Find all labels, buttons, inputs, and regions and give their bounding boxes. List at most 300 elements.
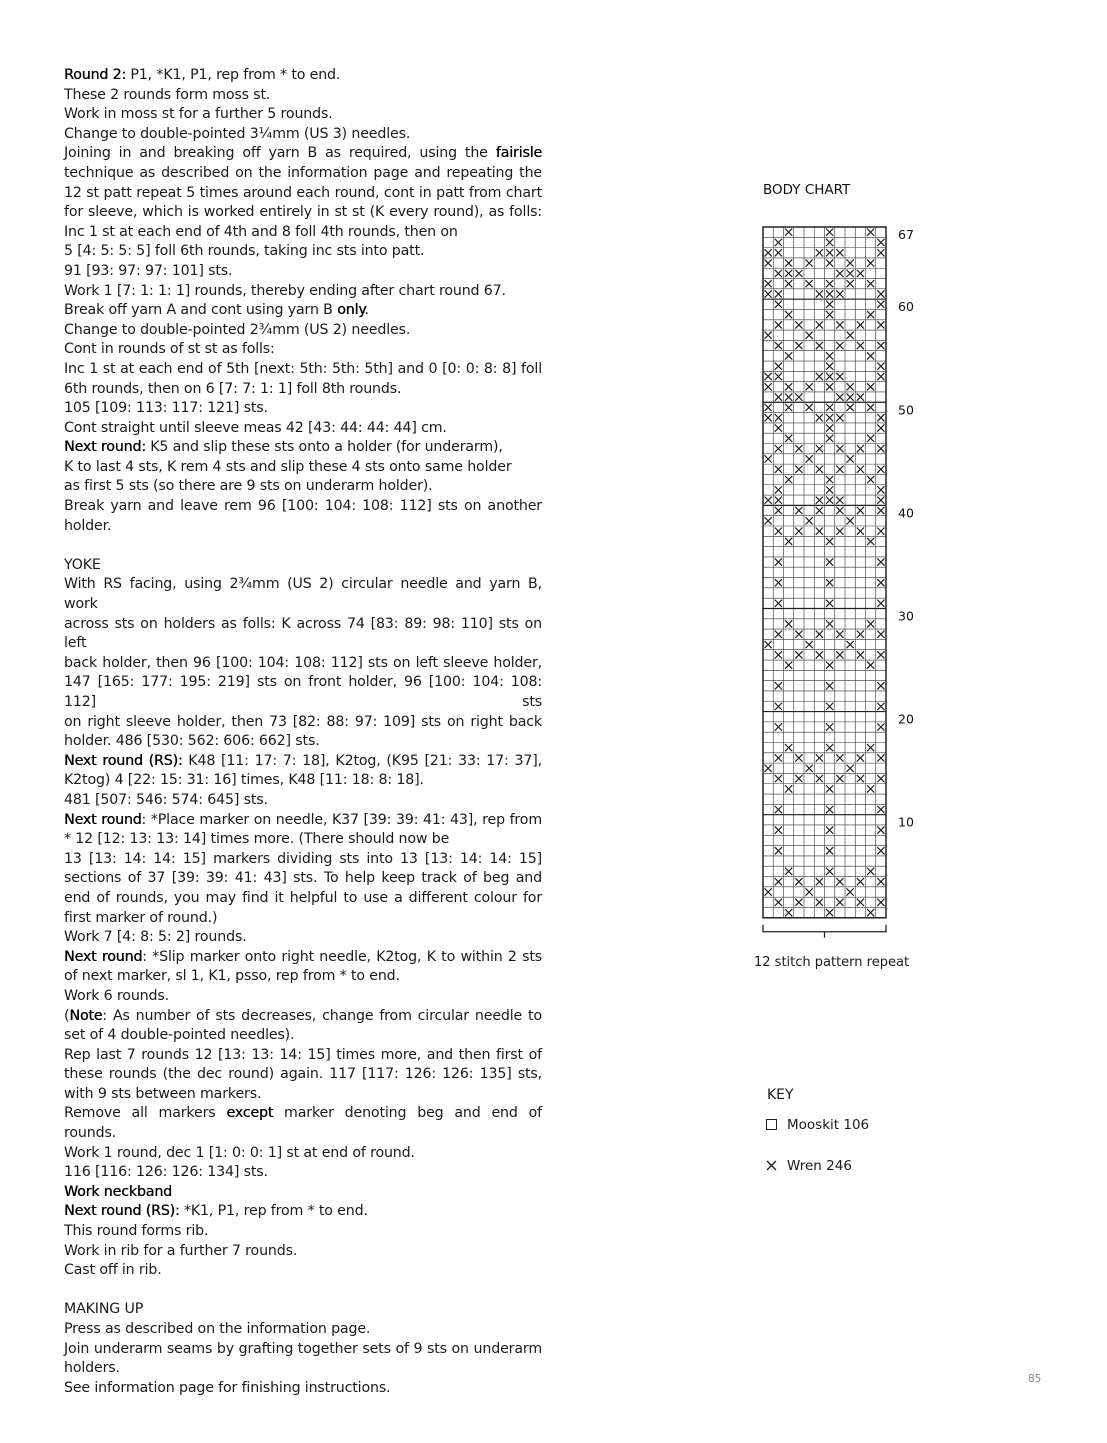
text: : *Slip marker onto right needle, K2tog, K to within 2 sts: [142, 948, 542, 965]
stitch-cross: [775, 342, 782, 349]
stitch-cross: [826, 435, 833, 442]
stitch-cross: [847, 455, 854, 462]
stitch-cross: [765, 259, 772, 266]
text: technique as described on the information page and repeating the: [64, 164, 542, 181]
instruction-line: [64, 517, 542, 537]
stitch-cross: [847, 259, 854, 266]
stitch-cross: [826, 414, 833, 421]
bold-term: except: [226, 1105, 274, 1122]
stitch-cross: [765, 249, 772, 256]
text: With RS facing, using 2¾mm (US 2) circular needle and yarn B, work: [64, 576, 542, 613]
stitch-cross: [795, 507, 802, 514]
text: end of rounds, you may find it helpful to use a different colour for: [64, 889, 542, 906]
stitch-cross: [806, 280, 813, 287]
stitch-cross: [775, 723, 782, 730]
bold-term: Next round (RS):: [64, 752, 183, 769]
instruction-line: [64, 497, 542, 517]
instruction-line: [64, 321, 542, 341]
stitch-cross: [857, 775, 864, 782]
instruction-line: [64, 380, 542, 400]
stitch-cross: [806, 517, 813, 524]
stitch-cross: [857, 507, 864, 514]
stitch-cross: [877, 806, 884, 813]
stitch-cross: [826, 662, 833, 669]
instruction-line: [64, 242, 542, 262]
instruction-line: [64, 1202, 542, 1222]
stitch-cross: [877, 826, 884, 833]
cross-icon: [766, 1160, 777, 1171]
stitch-cross: [765, 383, 772, 390]
text: 5 [4: 5: 5: 5] foll 6th rounds, taking inc sts into patt.: [64, 243, 425, 260]
stitch-cross: [867, 620, 874, 627]
stitch-cross: [877, 682, 884, 689]
stitch-cross: [816, 445, 823, 452]
stitch-cross: [826, 744, 833, 751]
key-item-wren: [766, 1158, 852, 1174]
stitch-cross: [785, 352, 792, 359]
stitch-cross: [877, 878, 884, 885]
stitch-cross: [826, 311, 833, 318]
stitch-cross: [826, 868, 833, 875]
stitch-cross: [836, 342, 843, 349]
stitch-cross: [775, 290, 782, 297]
stitch-cross: [857, 342, 864, 349]
stitch-cross: [836, 414, 843, 421]
stitch-cross: [847, 332, 854, 339]
stitch-cross: [816, 878, 823, 885]
stitch-cross: [867, 383, 874, 390]
stitch-cross: [836, 270, 843, 277]
text: * 12 [12: 13: 13: 14] times more. (There should now be: [64, 831, 450, 848]
bold-term: Next round (RS):: [64, 1203, 180, 1220]
stitch-cross: [877, 579, 884, 586]
stitch-cross: [785, 476, 792, 483]
stitch-cross: [826, 373, 833, 380]
text: YOKE: [64, 556, 101, 573]
text: 91 [93: 97: 97: 101] sts.: [64, 262, 233, 279]
stitch-cross: [816, 527, 823, 534]
text: holder. 486 [530: 562: 606: 662] sts.: [64, 733, 320, 750]
instruction-line: [64, 360, 542, 380]
text: Press as described on the information page.: [64, 1321, 371, 1337]
round-label: 67: [898, 227, 914, 242]
instruction-line: [64, 948, 542, 968]
stitch-cross: [867, 259, 874, 266]
stitch-cross: [795, 651, 802, 658]
stitch-cross: [765, 404, 772, 411]
instruction-line: [64, 771, 542, 791]
text: Cast off in rib.: [64, 1262, 162, 1279]
stitch-cross: [877, 558, 884, 565]
stitch-cross: [806, 332, 813, 339]
stitch-cross: [795, 445, 802, 452]
stitch-cross: [816, 321, 823, 328]
text: Work 6 rounds.: [64, 987, 169, 1004]
stitch-cross: [877, 466, 884, 473]
stitch-cross: [775, 424, 782, 431]
instruction-line: [64, 1144, 542, 1164]
stitch-cross: [785, 383, 792, 390]
stitch-cross: [816, 414, 823, 421]
stitch-cross: [836, 249, 843, 256]
stitch-cross: [785, 229, 792, 236]
key-title: KEY: [767, 1087, 794, 1103]
stitch-cross: [785, 270, 792, 277]
bold-term: Next round: [64, 811, 142, 828]
body-chart-grid: [740, 215, 940, 950]
stitch-cross: [775, 682, 782, 689]
text: Work in moss st for a further 5 rounds.: [64, 106, 333, 123]
text: Join underarm seams by grafting together sets of 9 sts on underarm: [64, 1340, 542, 1357]
stitch-cross: [867, 404, 874, 411]
bold-term: Next round:: [64, 439, 146, 456]
stitch-cross: [816, 754, 823, 761]
instruction-line: [64, 1222, 542, 1242]
stitch-cross: [826, 352, 833, 359]
stitch-cross: [785, 620, 792, 627]
stitch-cross: [867, 435, 874, 442]
stitch-cross: [826, 363, 833, 370]
stitch-cross: [826, 404, 833, 411]
stitch-cross: [867, 868, 874, 875]
stitch-cross: [857, 270, 864, 277]
text: Break yarn and leave rem 96 [100: 104: 108: 112] sts on another: [64, 498, 542, 515]
stitch-cross: [836, 290, 843, 297]
text: Work 7 [4: 8: 5: 2] rounds.: [64, 929, 247, 946]
stitch-cross: [826, 259, 833, 266]
text: See information page for finishing instructions.: [64, 1379, 391, 1396]
text: Work 1 [7: 1: 1: 1] rounds, thereby ending after chart round 67.: [64, 282, 506, 299]
stitch-cross: [775, 301, 782, 308]
stitch-cross: [785, 744, 792, 751]
text: MAKING UP: [64, 1301, 144, 1318]
bold-term: Next round: [64, 948, 143, 965]
text: 147 [165: 177: 195: 219] sts on front holder, 96 [100: 104: 108: 112] sts: [64, 674, 542, 710]
instruction-line: [64, 1046, 542, 1066]
stitch-cross: [877, 373, 884, 380]
stitch-cross: [836, 754, 843, 761]
stitch-cross: [765, 497, 772, 504]
stitch-cross: [826, 909, 833, 916]
bold-term: only: [337, 302, 365, 319]
instruction-line: [64, 125, 542, 145]
stitch-cross: [806, 765, 813, 772]
stitch-cross: [775, 826, 782, 833]
stitch-cross: [877, 497, 884, 504]
stitch-cross: [795, 527, 802, 534]
stitch-cross: [877, 414, 884, 421]
stitch-cross: [816, 775, 823, 782]
stitch-cross: [816, 249, 823, 256]
stitch-cross: [806, 383, 813, 390]
text: 481 [507: 546: 574: 645] sts.: [64, 791, 268, 808]
stitch-cross: [877, 527, 884, 534]
blank-line: [64, 1281, 542, 1301]
stitch-cross: [775, 579, 782, 586]
text: K48 [11: 17: 7: 18], K2tog, (K95 [21: 33: 17: 37],: [182, 752, 542, 769]
stitch-cross: [857, 321, 864, 328]
stitch-cross: [765, 641, 772, 648]
stitch-cross: [877, 847, 884, 854]
stitch-cross: [775, 445, 782, 452]
bold-term: fairisle: [495, 145, 542, 162]
stitch-cross: [775, 249, 782, 256]
instruction-line: [64, 889, 542, 909]
blank-line: [64, 536, 542, 556]
text: 105 [109: 113: 117: 121] sts.: [64, 400, 268, 417]
stitch-cross: [826, 239, 833, 246]
stitch-cross: [867, 311, 874, 318]
stitch-cross: [816, 342, 823, 349]
stitch-cross: [775, 393, 782, 400]
bold-term: Round 2:: [64, 67, 127, 83]
stitch-cross: [877, 600, 884, 607]
stitch-cross: [877, 342, 884, 349]
instruction-line: [64, 1242, 542, 1262]
stitch-cross: [775, 497, 782, 504]
stitch-cross: [795, 393, 802, 400]
stitch-cross: [877, 775, 884, 782]
stitch-cross: [785, 393, 792, 400]
text: Rep last 7 rounds 12 [13: 13: 14: 15] times more, and then first of: [64, 1046, 542, 1063]
text: 13 [13: 14: 14: 15] markers dividing sts into 13 [13: 14: 14: 15]: [64, 850, 542, 867]
stitch-cross: [785, 404, 792, 411]
text: P1, *K1, P1, rep from * to end.: [126, 67, 341, 83]
stitch-cross: [775, 321, 782, 328]
instruction-line: [64, 223, 542, 243]
instruction-line: [64, 399, 542, 419]
stitch-cross: [857, 878, 864, 885]
repeat-label: 12 stitch pattern repeat: [754, 955, 910, 970]
instruction-line: [64, 987, 542, 1007]
instruction-line: [64, 1007, 542, 1027]
body-chart-title: BODY CHART: [763, 182, 851, 198]
text: Cont straight until sleeve meas 42 [43: 44: 44: 44] cm.: [64, 419, 447, 436]
bold-term: Note: [69, 1007, 103, 1024]
instruction-line: [64, 262, 542, 282]
instruction-line: [64, 105, 542, 125]
bold-term: Work neckband: [64, 1183, 172, 1200]
stitch-cross: [877, 239, 884, 246]
text: Inc 1 st at each end of 4th and 8 foll 4th rounds, then on: [64, 223, 458, 240]
text: .: [364, 302, 369, 319]
stitch-cross: [806, 888, 813, 895]
instruction-line: [64, 1163, 542, 1183]
instruction-line: [64, 477, 542, 497]
stitch-cross: [775, 270, 782, 277]
stitch-cross: [836, 507, 843, 514]
text: Change to double-pointed 3¼mm (US 3) needles.: [64, 125, 411, 142]
text: Inc 1 st at each end of 5th [next: 5th: 5th: 5th] and 0 [0: 0: 8: 8] foll: [64, 360, 542, 377]
instruction-line: [64, 830, 542, 850]
text: of next marker, sl 1, K1, psso, rep from * to end.: [64, 968, 400, 985]
stitch-cross: [826, 280, 833, 287]
text: Break off yarn A and cont using yarn B: [64, 302, 338, 319]
stitch-cross: [877, 249, 884, 256]
stitch-cross: [857, 899, 864, 906]
stitch-cross: [795, 878, 802, 885]
stitch-cross: [785, 785, 792, 792]
stitch-cross: [836, 497, 843, 504]
stitch-cross: [775, 847, 782, 854]
text: these rounds (the dec round) again. 117 [117: 126: 126: 135] sts,: [64, 1066, 542, 1083]
stitch-cross: [867, 229, 874, 236]
text: first marker of round.): [64, 909, 218, 926]
instruction-line: [64, 1359, 542, 1379]
text: 12 st patt repeat 5 times around each round, cont in patt from chart: [64, 184, 542, 201]
stitch-cross: [877, 301, 884, 308]
instruction-line: [64, 1261, 542, 1281]
stitch-cross: [775, 486, 782, 493]
text: : *Place marker on needle, K37 [39: 39: 41: 43], rep from: [141, 811, 542, 828]
instruction-line: [64, 791, 542, 811]
instruction-line: [64, 1065, 542, 1085]
stitch-cross: [826, 806, 833, 813]
stitch-cross: [847, 765, 854, 772]
text: Change to double-pointed 2¾mm (US 2) needles.: [64, 321, 411, 338]
stitch-cross: [826, 301, 833, 308]
stitch-cross: [857, 527, 864, 534]
instruction-line: [64, 654, 542, 674]
stitch-cross: [857, 631, 864, 638]
instruction-line: [64, 184, 542, 204]
stitch-cross: [816, 507, 823, 514]
stitch-cross: [877, 321, 884, 328]
stitch-cross: [806, 404, 813, 411]
text: Cont in rounds of st st as folls:: [64, 341, 275, 358]
text: Joining in and breaking off yarn B as required, using the: [64, 145, 496, 162]
text: set of 4 double-pointed needles).: [64, 1027, 295, 1044]
stitch-cross: [877, 445, 884, 452]
stitch-cross: [847, 517, 854, 524]
key-label: Mooskit 106: [787, 1117, 870, 1133]
stitch-cross: [867, 744, 874, 751]
text: for sleeve, which is worked entirely in st st (K every round), as folls:: [64, 204, 542, 221]
instruction-line: [64, 144, 542, 164]
stitch-cross: [847, 280, 854, 287]
instruction-line: [64, 869, 542, 889]
stitch-cross: [877, 424, 884, 431]
stitch-cross: [806, 259, 813, 266]
stitch-cross: [816, 290, 823, 297]
instruction-line: [64, 713, 542, 733]
round-label: 50: [898, 402, 914, 418]
instruction-line: [64, 282, 542, 302]
text: This round forms rib.: [64, 1223, 209, 1240]
stitch-cross: [847, 888, 854, 895]
key-item-mooskit: [766, 1117, 869, 1133]
stitch-cross: [836, 445, 843, 452]
text: Work 1 round, dec 1 [1: 0: 0: 1] st at end of round.: [64, 1144, 415, 1161]
stitch-cross: [877, 754, 884, 761]
stitch-cross: [765, 455, 772, 462]
stitch-cross: [847, 270, 854, 277]
stitch-cross: [785, 538, 792, 545]
round-label: 30: [898, 608, 914, 624]
instruction-line: [64, 967, 542, 987]
instruction-line: [64, 752, 542, 772]
stitch-cross: [836, 775, 843, 782]
stitch-cross: [826, 703, 833, 710]
text: 116 [116: 126: 126: 134] sts.: [64, 1164, 268, 1181]
instruction-line: [64, 419, 542, 439]
stitch-cross: [826, 600, 833, 607]
stitch-cross: [765, 888, 772, 895]
instruction-line: [64, 1340, 542, 1360]
stitch-cross: [775, 631, 782, 638]
section-heading: [64, 1300, 542, 1320]
stitch-cross: [836, 631, 843, 638]
stitch-cross: [775, 754, 782, 761]
stitch-cross: [867, 785, 874, 792]
stitch-cross: [775, 600, 782, 607]
stitch-cross: [816, 497, 823, 504]
round-label: 40: [898, 505, 914, 521]
stitch-cross: [816, 651, 823, 658]
stitch-cross: [826, 229, 833, 236]
text: holder.: [64, 517, 112, 534]
stitch-cross: [795, 466, 802, 473]
text: : As number of sts decreases, change from circular needle to: [102, 1007, 542, 1024]
round-label: 20: [898, 711, 914, 727]
stitch-cross: [836, 527, 843, 534]
key-label: Wren 246: [787, 1158, 852, 1174]
text: sections of 37 [39: 39: 41: 43] sts. To help keep track of beg and: [64, 870, 542, 887]
instruction-line: [64, 1183, 542, 1203]
text: 6th rounds, then on 6 [7: 7: 1: 1] foll 8th rounds.: [64, 380, 402, 397]
instruction-line: [64, 928, 542, 948]
stitch-cross: [765, 332, 772, 339]
stitch-cross: [775, 414, 782, 421]
stitch-cross: [847, 641, 854, 648]
stitch-cross: [816, 899, 823, 906]
stitch-cross: [877, 290, 884, 297]
stitch-cross: [826, 290, 833, 297]
instruction-line: [64, 732, 542, 752]
stitch-cross: [877, 507, 884, 514]
stitch-cross: [867, 909, 874, 916]
text: across sts on holders as folls: K across 74 [83: 89: 98: 110] sts on left: [64, 615, 542, 652]
stitch-cross: [795, 775, 802, 782]
instruction-line: [64, 673, 542, 712]
stitch-cross: [826, 383, 833, 390]
stitch-cross: [847, 383, 854, 390]
instruction-line: [64, 850, 542, 870]
stitch-cross: [785, 311, 792, 318]
stitch-cross: [877, 899, 884, 906]
stitch-cross: [877, 703, 884, 710]
stitch-cross: [867, 280, 874, 287]
stitch-cross: [826, 486, 833, 493]
stitch-cross: [795, 321, 802, 328]
stitch-cross: [806, 455, 813, 462]
stitch-cross: [847, 393, 854, 400]
stitch-cross: [867, 538, 874, 545]
instruction-line: [64, 203, 542, 223]
stitch-cross: [785, 662, 792, 669]
instruction-line: [64, 1085, 542, 1105]
stitch-cross: [826, 476, 833, 483]
stitch-cross: [765, 517, 772, 524]
stitch-cross: [806, 641, 813, 648]
stitch-cross: [785, 259, 792, 266]
stitch-cross: [826, 579, 833, 586]
stitch-cross: [775, 806, 782, 813]
text: with 9 sts between markers.: [64, 1085, 262, 1102]
text: as first 5 sts (so there are 9 sts on underarm holder).: [64, 478, 433, 495]
stitch-cross: [795, 754, 802, 761]
stitch-cross: [775, 558, 782, 565]
